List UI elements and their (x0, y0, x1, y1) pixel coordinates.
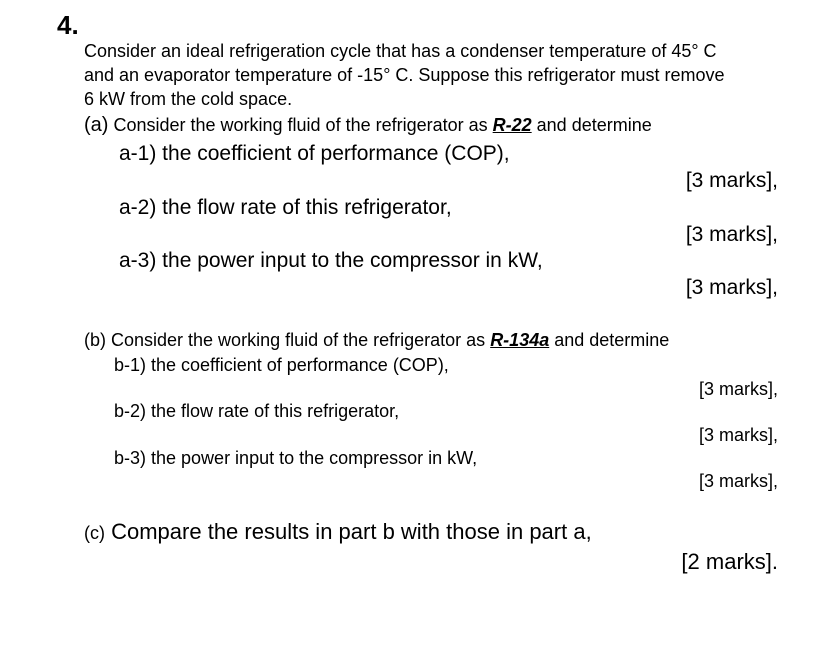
part-b-item-3-marks: [3 marks], (698, 471, 778, 491)
part-b-item-1: b-1) the coefficient of performance (COP), (114, 355, 449, 375)
part-b-item-1-marks: [3 marks], (698, 379, 778, 399)
part-a-fluid: R-22 (492, 115, 532, 135)
part-c-marks: [2 marks]. (681, 549, 778, 574)
part-a-item-3: a-3) the power input to the compressor in kW, (119, 249, 543, 272)
part-b-item-2-marks: [3 marks], (698, 425, 778, 445)
part-a-item-1-marks: [3 marks], (685, 169, 778, 192)
part-a-text-after: and determine (531, 115, 652, 135)
intro-line-1: Consider an ideal refrigeration cycle that has a condenser temperature of 45° C (84, 41, 717, 61)
part-b-text-before: Consider the working fluid of the refrigerator as (106, 330, 491, 350)
part-b-item-2: b-2) the flow rate of this refrigerator, (114, 401, 400, 421)
part-a-letter: (a) (84, 114, 109, 136)
part-b-fluid: R-134a (490, 330, 550, 350)
part-c-letter: (c) (84, 523, 105, 543)
part-a-item-2-marks: [3 marks], (685, 223, 778, 246)
part-a-item-3-marks: [3 marks], (685, 276, 778, 299)
intro-line-3: 6 kW from the cold space. (84, 89, 293, 109)
part-a-item-1: a-1) the coefficient of performance (COP), (119, 142, 510, 165)
part-c-text: Compare the results in part b with those in part a, (105, 519, 592, 544)
part-a-text-before: Consider the working fluid of the refrigerator as (108, 115, 493, 135)
part-a-item-2: a-2) the flow rate of this refrigerator, (119, 196, 452, 219)
intro-line-2: and an evaporator temperature of -15° C. Suppose this refrigerator must remove (84, 65, 725, 85)
part-c-heading (84, 519, 592, 545)
part-b-letter: (b) (84, 330, 106, 350)
question-number: 4. (57, 10, 79, 40)
part-b-heading (84, 330, 669, 351)
part-b-text-after: and determine (549, 330, 670, 350)
part-b-item-3: b-3) the power input to the compressor in kW, (114, 448, 478, 468)
part-a-heading (84, 114, 652, 137)
